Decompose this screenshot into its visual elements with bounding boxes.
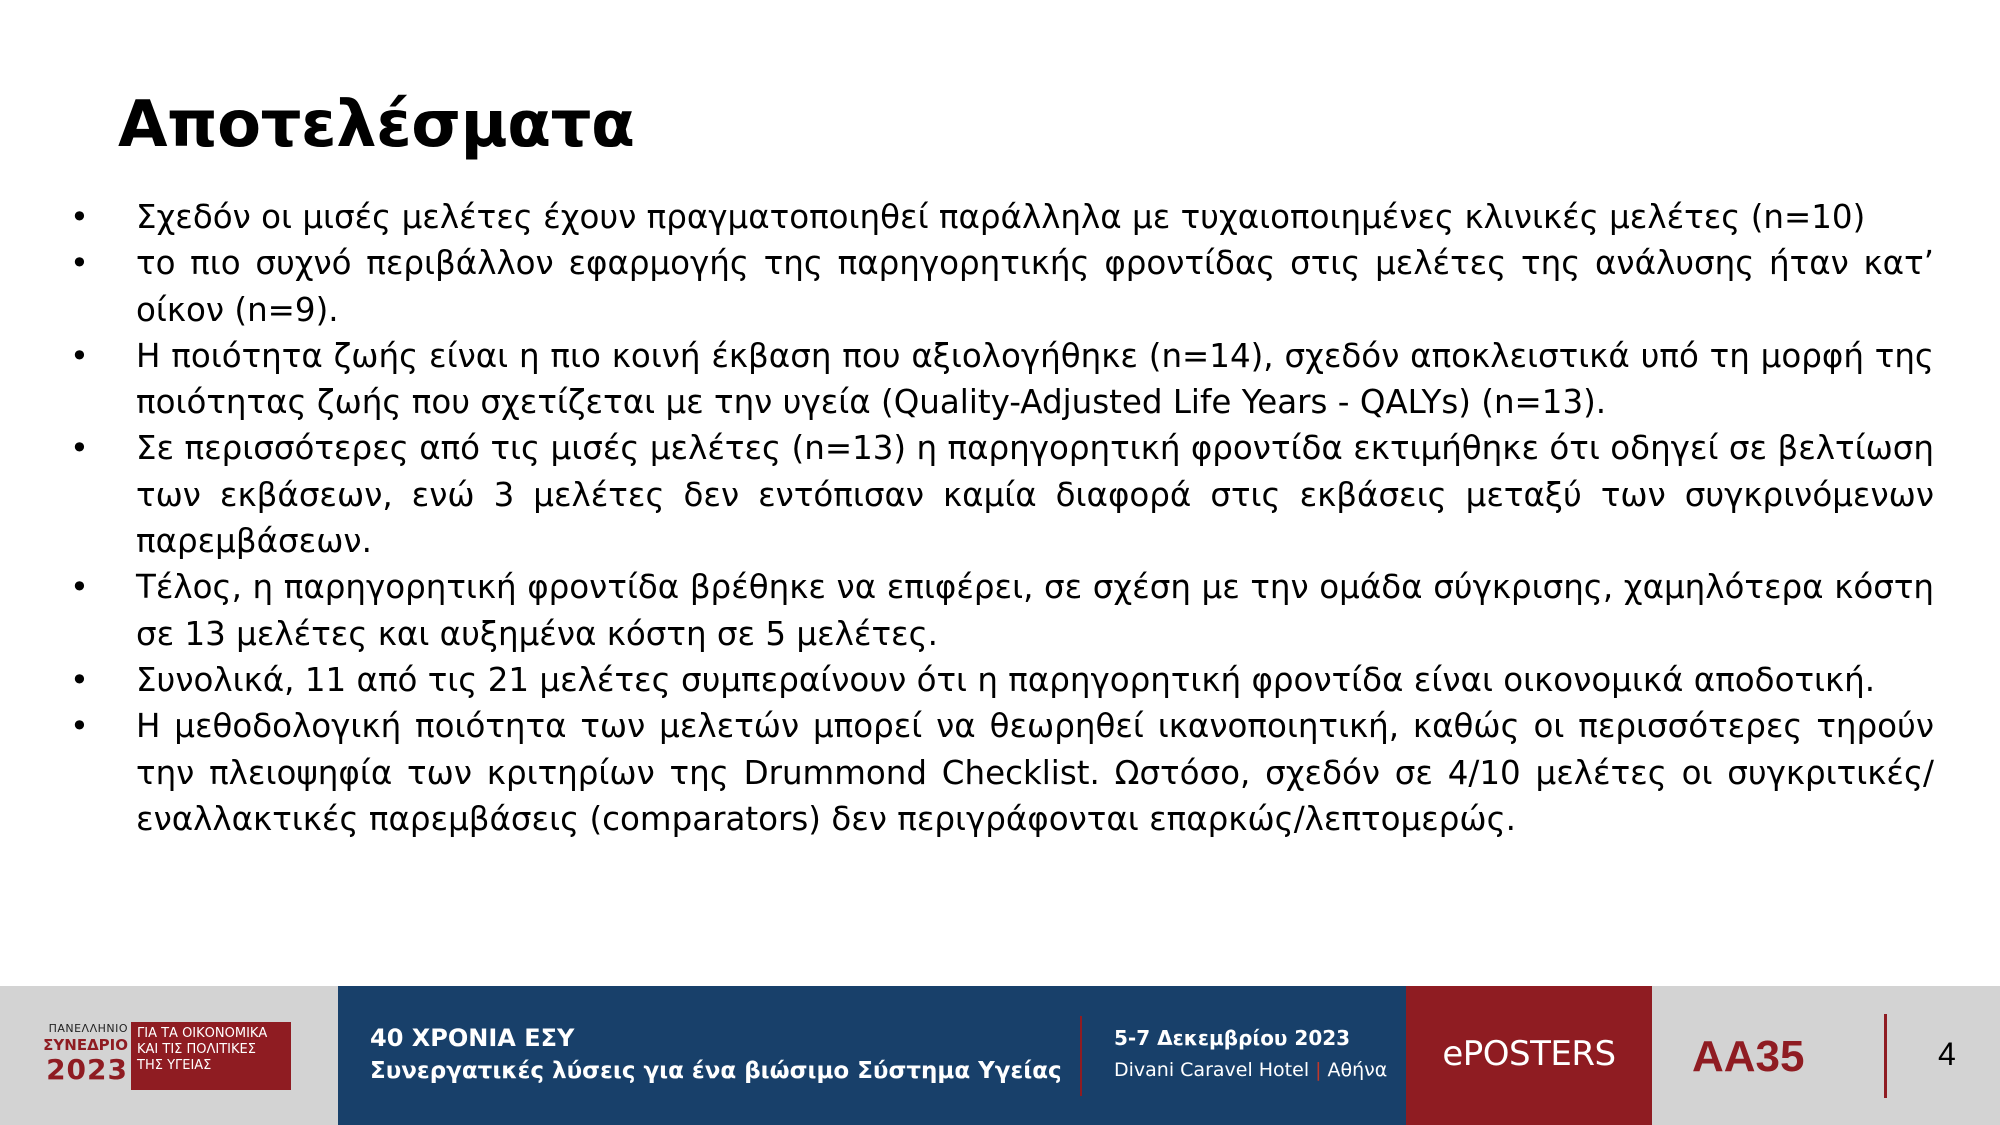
logo-box-line: ΓΙΑ ΤΑ ΟΙΚΟΝΟΜΙΚΑ <box>137 1026 268 1041</box>
eposters-label: ePOSTERS <box>1442 1034 1616 1074</box>
bullet-text: Σχεδόν οι μισές μελέτες έχουν πραγματοποιηθεί παράλληλα με τυχαιοποιημένες κλινικές μελέτες (n=10) <box>136 198 1866 236</box>
page-title: Αποτελέσματα <box>118 88 635 162</box>
logo-year: 2023 <box>46 1053 128 1086</box>
bullet-list <box>64 194 1934 842</box>
list-item <box>64 425 1934 564</box>
bullet-marker: • <box>70 707 89 746</box>
poster-code: AA35 <box>1692 1032 1805 1081</box>
list-item <box>64 657 1934 703</box>
page-number: 4 <box>1938 1036 1956 1072</box>
bullet-text: Σε περισσότερες από τις μισές μελέτες (n=13) η παρηγορητική φροντίδα εκτιμήθηκε ότι οδηγεί σε βελτίωση των εκβάσεων, ενώ 3 μελέτες δεν εντόπισαν καμία διαφορά στις εκβάσεις μεταξύ των συγκρινόμενων παρεμβάσεων. <box>136 429 1934 561</box>
event-venue <box>1114 1059 1387 1081</box>
venue-city: Αθήνα <box>1327 1059 1388 1081</box>
logo-box <box>131 1022 291 1090</box>
divider <box>1080 1016 1082 1096</box>
event-subtitle: Συνεργατικές λύσεις για ένα βιώσιμο Σύστημα Υγείας <box>370 1058 1062 1084</box>
logo-box-line: ΤΗΣ ΥΓΕΙΑΣ <box>137 1058 212 1073</box>
footer-banner <box>0 986 2000 1125</box>
bullet-text: Η μεθοδολογική ποιότητα των μελετών μπορεί να θεωρηθεί ικανοποιητική, καθώς οι περισσότερες τηρούν την πλειοψηφία των κριτηρίων της Drummond Checklist. Ωστόσο, σχεδόν σε 4/10 μελέτες οι συγκριτικές/εναλλακτικές παρεμβάσεις (comparators) δεν περιγράφονται επαρκώς/λεπτομερώς. <box>136 707 1934 838</box>
event-info <box>338 986 1406 1125</box>
logo-wordmark <box>20 1022 128 1086</box>
venue-separator: | <box>1315 1059 1322 1081</box>
bullet-marker: • <box>70 198 89 236</box>
logo-name: ΣΥΝΕΔΡΙΟ <box>43 1036 128 1054</box>
logo-small-text: ΠΑΝΕΛΛΗΝΙΟ <box>48 1022 128 1035</box>
list-item <box>64 240 1934 333</box>
event-title: 40 ΧΡΟΝΙΑ ΕΣΥ <box>370 1024 575 1052</box>
venue-hotel: Divani Caravel Hotel <box>1114 1059 1310 1081</box>
poster-id-panel <box>1652 986 2000 1125</box>
list-item <box>64 333 1934 426</box>
list-item <box>64 194 1934 240</box>
bullet-text: Η ποιότητα ζωής είναι η πιο κοινή έκβαση που αξιολογήθηκε (n=14), σχεδόν αποκλειστικά υπό τη μορφή της ποιότητας ζωής που σχετίζεται με την υγεία (Quality-Adjusted Life Years - QALYs) (n=13). <box>136 336 1934 422</box>
conference-logo <box>0 986 338 1125</box>
bullet-marker: • <box>70 336 89 375</box>
list-item <box>64 703 1934 842</box>
bullet-text: Τέλος, η παρηγορητική φροντίδα βρέθηκε να επιφέρει, σε σχέση με την ομάδα σύγκρισης, χαμηλότερα κόστη σε 13 μελέτες και αυξημένα κόστη σε 5 μελέτες. <box>136 568 1934 653</box>
list-item <box>64 564 1934 657</box>
eposters-panel <box>1406 986 1652 1125</box>
bullet-marker: • <box>70 429 89 468</box>
event-dates: 5-7 Δεκεμβρίου 2023 <box>1114 1026 1351 1050</box>
bullet-text: Συνολικά, 11 από τις 21 μελέτες συμπεραίνουν ότι η παρηγορητική φροντίδα είναι οικονομικά αποδοτική. <box>136 660 1876 699</box>
bullet-marker: • <box>70 244 89 283</box>
divider <box>1884 1014 1887 1098</box>
bullet-marker: • <box>70 660 89 699</box>
logo-box-line: ΚΑΙ ΤΙΣ ΠΟΛΙΤΙΚΕΣ <box>137 1042 256 1057</box>
bullet-marker: • <box>70 568 89 607</box>
bullet-text: το πιο συχνό περιβάλλον εφαρμογής της παρηγορητικής φροντίδας στις μελέτες της ανάλυσης ήταν κατ’ οίκον (n=9). <box>136 244 1934 329</box>
